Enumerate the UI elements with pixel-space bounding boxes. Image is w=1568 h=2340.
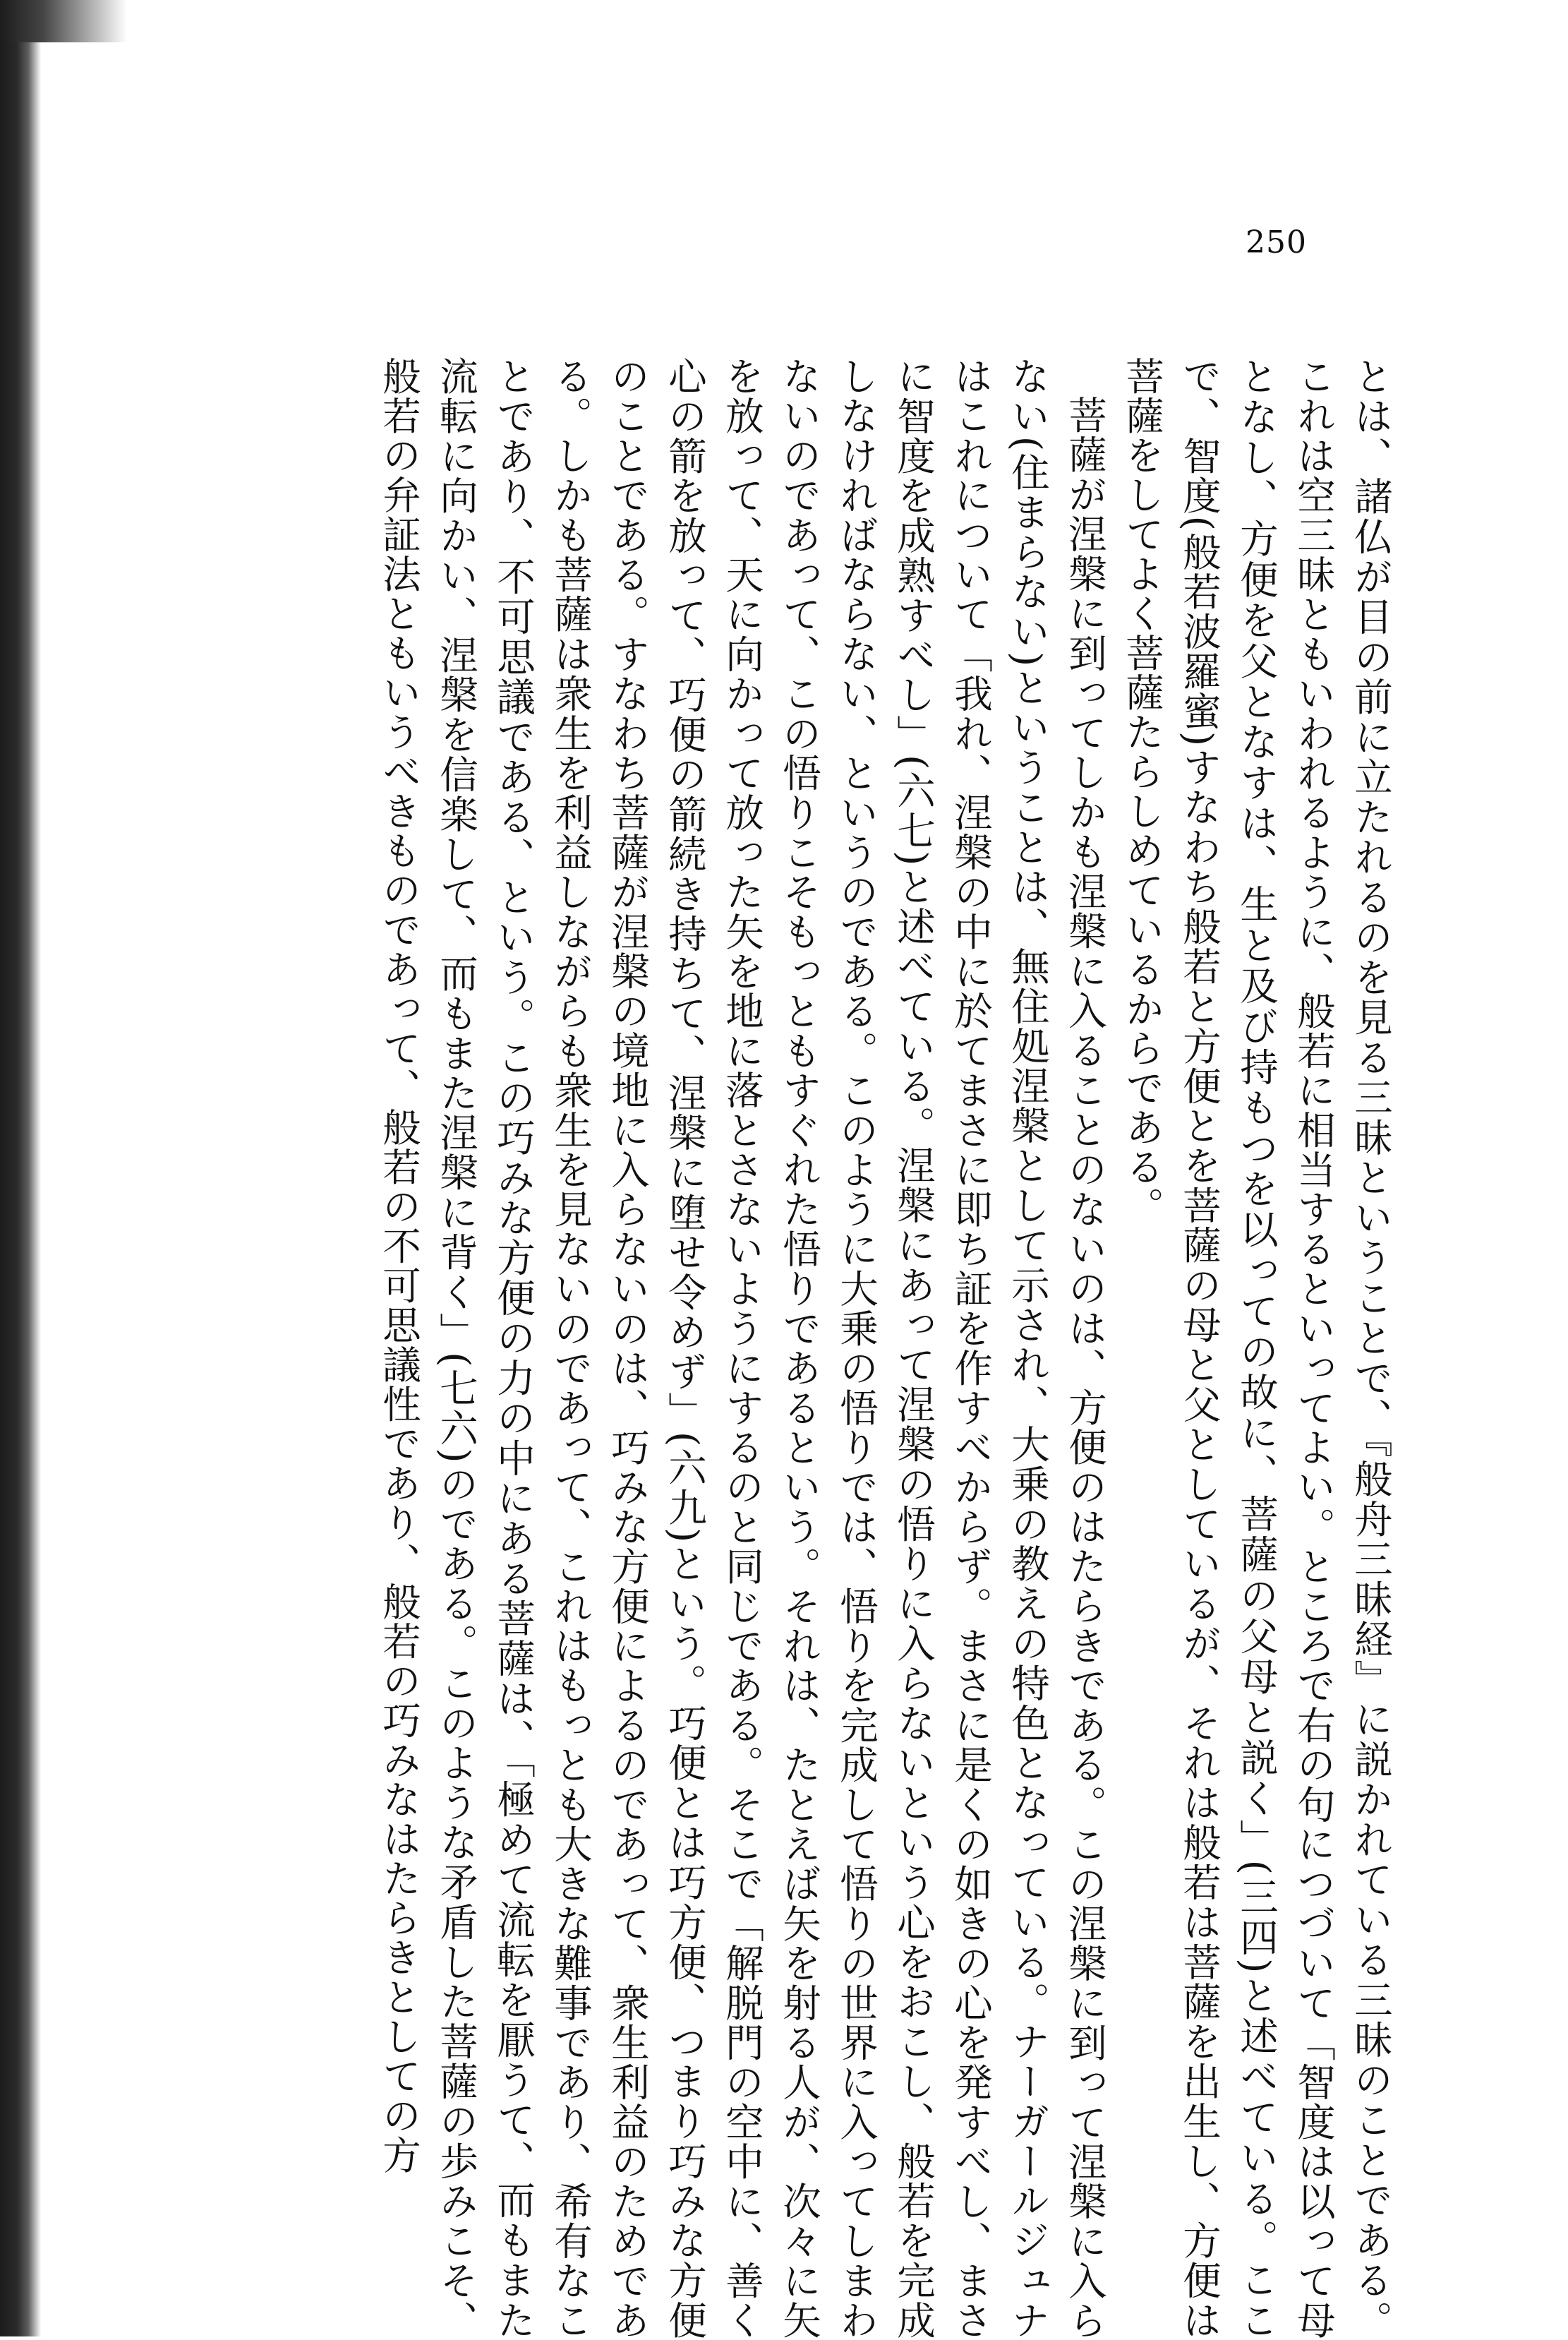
scan-binding-shadow xyxy=(0,0,41,2336)
paragraph-2: 菩薩が涅槃に到ってしかも涅槃に入ることのないのは、方便のはたらきである。この涅槃に到って涅槃に入らない(住まらない)ということは、無住処涅槃として示され、大乗の教えの特色となっている。ナーガールジュナはこれについて「我れ、涅槃の中に於てまさに即ち証を作すべからず。まさに是くの如きの心を発すべし、まさに智度を成熟すべし」(六七)と述べている。涅槃にあって涅槃の悟りに入らないという心をおこし、般若を完成しなければならない、というのである。このように大乗の悟りでは、悟りを完成して悟りの世界に入ってしまわないのであって、この悟りこそもっともすぐれた悟りであるという。それは、たとえば矢を射る人が、次々に矢を放って、天に向かって放った矢を地に落とさないようにするのと同じである。そこで「解脱門の空中に、善く心の箭を放って、巧便の箭続き持ちて、涅槃に堕せ令めず」(六九)という。巧便とは巧方便、つまり巧みな方便のことである。すなわち菩薩が涅槃の境地に入らないのは、巧みな方便によるのであって、衆生利益のためである。しかも菩薩は衆生を利益しながらも衆生を見ないのであって、これはもっとも大きな難事であり、希有なことであり、不可思議である、という。この巧みな方便の力の中にある菩薩は、「極めて流転を厭うて、而もまた流転に向かい、涅槃を信楽して、而もまた涅槃に背く」(七六)のである。このような矛盾した菩薩の歩みこそ、般若の弁証法ともいうべきものであって、般若の不可思議性であり、般若の巧みなはたらきとしての方 xyxy=(376,356,1107,2340)
scan-corner-shadow xyxy=(0,0,127,42)
page-number: 250 xyxy=(1246,224,1307,260)
paragraph-1: とは、諸仏が目の前に立たれるのを見る三昧ということで、『般舟三昧経』に説かれている三昧のことである。これは空三昧ともいわれるように、般若に相当するといってよい。ところで右の句につづいて「智度は以って母となし、方便を父となすは、生と及び持もつを以っての故に、菩薩の父母と説く」(三四)と述べている。ここで、智度(般若波羅蜜)すなわち般若と方便とを菩薩の母と父としているが、それは般若は菩薩を出生し、方便は菩薩をしてよく菩薩たらしめているからである。 xyxy=(1119,356,1393,2340)
body-text xyxy=(370,356,1399,2340)
